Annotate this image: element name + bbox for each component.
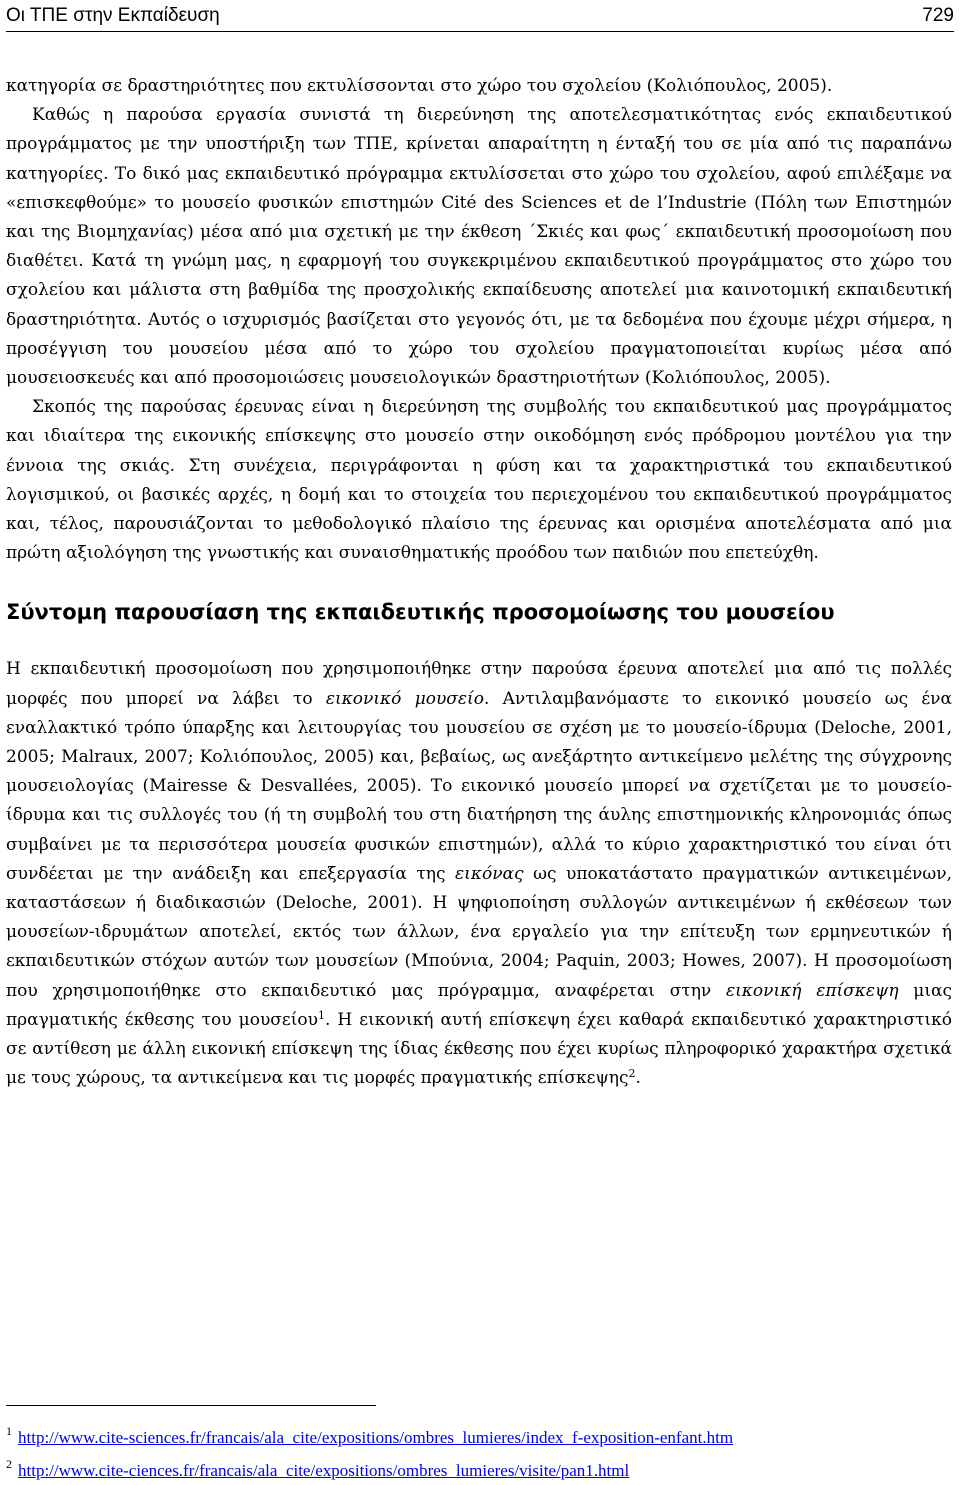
p4-text-f: . [635, 1068, 641, 1089]
running-header [6, 0, 954, 32]
section-heading: Σύντομη παρουσίαση της εκπαιδευτικής προσομοίωσης του μουσείου [6, 600, 835, 625]
paragraph-1: κατηγορία σε δραστηριότητες που εκτυλίσσονται στο χώρο του σχολείου (Κολιόπουλος, 2005). [6, 76, 833, 96]
footnote-divider [6, 1405, 376, 1406]
p4-italic-image: εικόνας [455, 863, 524, 884]
paragraph-4 [6, 655, 952, 1093]
article-body [6, 72, 952, 1094]
footnotes [6, 1405, 954, 1484]
footnote-2 [6, 1451, 954, 1484]
footnote-link[interactable]: http://www.cite-sciences.fr/francais/ala_cite/expositions/ombres_lumieres/index_f-exposition-enfant.htm [18, 1428, 734, 1447]
footnote-ref-2[interactable]: 2 [628, 1067, 636, 1081]
p4-text-d: μιας πραγματικής έκθεσης του μουσείου [6, 980, 953, 1030]
footnote-ref-1[interactable]: 1 [317, 1008, 325, 1022]
paragraph-3: Σκοπός της παρούσας έρευνας είναι η διερεύνηση της συμβολής του εκπαιδευτικού μας προγράμματος και ιδιαίτερα της εικονικής επίσκεψης στο μουσείο στην οικοδόμηση ενός πρόδρομου μοντέλου για την έννοια της σκιάς. Στη συνέχεια, περιγράφονται η φύση και τα χαρακτηριστικά του εκπαιδευτικού λογισμικού, οι βασικές αρχές, η δομή και το στοιχεία του περιεχομένου του εκπαιδευτικού προγράμματος και, τέλος, παρουσιάζονται το μεθοδολογικό πλαίσιο της έρευνας και ορισμένα αποτελέσματα από μια πρώτη αξιολόγηση της γνωστικής και συναισθηματικής προόδου των παιδιών που επετεύχθη. [6, 397, 952, 564]
page-number: 729 [922, 4, 954, 26]
journal-title: Οι ΤΠΕ στην Εκπαίδευση [6, 4, 220, 26]
p4-text-b: . Αντιλαμβανόμαστε το εικονικό μουσείο ως ένα εναλλακτικό τρόπο ύπαρξης και λειτουργίας του μουσείου σε σχέση με το μουσείο-ίδρυμα (Deloche, 2001, 2005; Malraux, 2007; Κολιόπουλος, 2005) και, βεβαίως, ως ανεξάρτητο αντικείμενο μελέτης της σύγχρονης μουσειολογίας (Mairesse & Desvallées, 2005). Το εικονικό μουσείο μπορεί να σχετίζεται με το μουσείο-ίδρυμα και τις συλλογές του (ή τη συμβολή του στη διατήρηση της άυλης επιστημονικής κληρονομιάς όπως συμβαίνει με τα περισσότερα μουσεία φυσικών επιστημών), αλλά το κύριο χαρακτηριστικό του είναι ότι συνδέεται με την ανάδειξη και επεξεργασία της [6, 688, 952, 884]
p4-text-a: Η εκπαιδευτική προσομοίωση που χρησιμοποιήθηκε στην παρούσα έρευνα αποτελεί μια από τις πολλές μορφές που μπορεί να λάβει το [6, 659, 952, 709]
p4-text-c: ως υποκατάστατο πραγματικών αντικειμένων, καταστάσεων ή διαδικασιών (Deloche, 2001). Η ψηφιοποίηση συλλογών αντικειμένων ή εκθέσεων των μουσείων-ιδρυμάτων αποτελεί, εκτός των άλλων, ένα εργαλείο για την επίτευξη των ερμηνευτικών ή εκπαιδευτικών στόχων αυτών των μουσείων (Μπούνια, 2004; Paquin, 2003; Howes, 2007). Η προσομοίωση που χρησιμοποιήθηκε στο εκπαιδευτικό μας πρόγραμμα, αναφέρεται στην [6, 863, 952, 1001]
footnote-number: 2 [6, 1457, 12, 1471]
footnote-link[interactable]: http://www.cite-ciences.fr/francais/ala_cite/expositions/ombres_lumieres/visite/pan1.html [18, 1461, 630, 1480]
p4-italic-virtual-museum: εικονικό μουσείο [325, 688, 484, 709]
p4-italic-virtual-visit: εικονική επίσκεψη [725, 980, 899, 1001]
footnote-1 [6, 1418, 954, 1451]
paragraph-2: Καθώς η παρούσα εργασία συνιστά τη διερεύνηση της αποτελεσματικότητας ενός εκπαιδευτικού προγράμματος με την υποστήριξη των ΤΠΕ, κρίνεται απαραίτητη η ένταξή του σε μία από τις παραπάνω κατηγορίες. Το δικό μας εκπαιδευτικό πρόγραμμα εκτυλίσσεται στο χώρο του σχολείου, αφού επιλέξαμε να «επισκεφθούμε» το μουσείο φυσικών επιστημών Cité des Sciences et de l’Industrie (Πόλη των Επιστημών και της Βιομηχανίας) μέσα από μια σχετική με την έκθεση ΄Σκιές και φως΄ εκπαιδευτική προσομοίωση που διαθέτει. Κατά τη γνώμη μας, η εφαρμογή του συγκεκριμένου εκπαιδευτικού προγράμματος στο χώρο του σχολείου και μάλιστα στη βαθμίδα της προσχολικής εκπαίδευσης αποτελεί μια καινοτομική εκπαιδευτική δραστηριότητα. Αυτός ο ισχυρισμός βασίζεται στο γεγονός ότι, με τα δεδομένα που έχουμε μέχρι σήμερα, η προσέγγιση του μουσείου μέσα από το χώρο του σχολείου πραγματοποιείται κυρίως μέσα από μουσειοσκευές και από προσομοιώσεις μουσειολογικών δραστηριοτήτων (Κολιόπουλος, 2005). [6, 105, 952, 389]
footnote-number: 1 [6, 1424, 12, 1438]
p4-text-e: . Η εικονική αυτή επίσκεψη έχει καθαρά εκπαιδευτικό χαρακτηριστικό σε αντίθεση με άλλη εικονική επίσκεψη της ίδιας έκθεσης που έχει κυρίως πληροφορικό χαρακτήρα σχετικά με τους χώρους, τα αντικείμενα και τις μορφές πραγματικής επίσκεψης [6, 1009, 952, 1089]
